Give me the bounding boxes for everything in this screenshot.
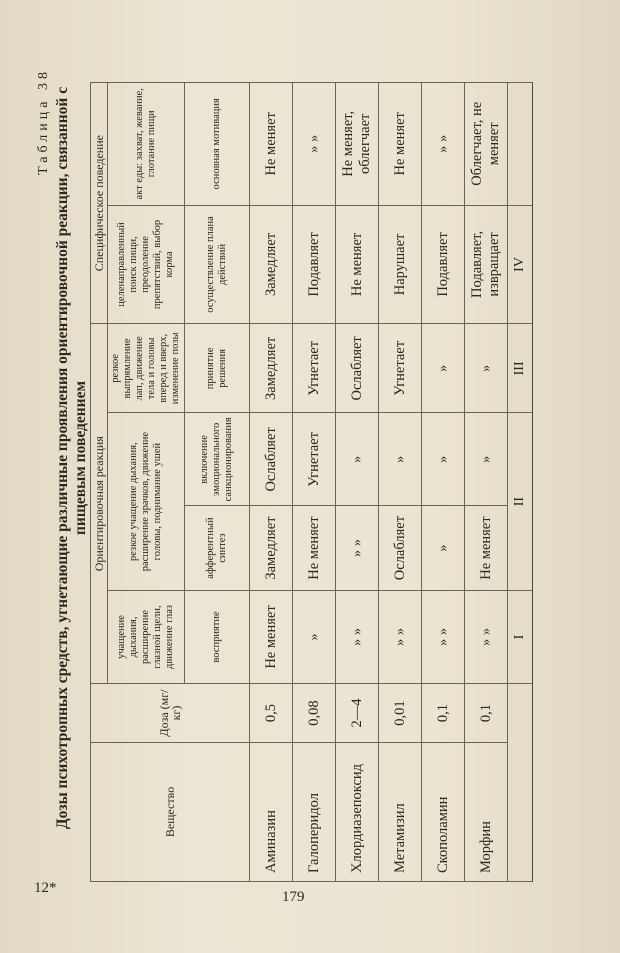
effect-cell: » » [336,506,379,590]
effect-cell: » » [422,590,465,683]
effect-cell: » [293,590,336,683]
stage-number: III [508,324,533,413]
table-row [293,83,336,882]
header-o1: учащение дыхания, расширение глазной щели, движение глаз [108,590,185,683]
effect-cell: Не меняет [293,506,336,590]
effect-cell: » » [422,83,465,206]
stage-blank [508,684,533,882]
table-title: Дозы психотропных средств, угнетающие различные проявления ориентировочной реакции, связанной с пищевым поведением [54,86,89,830]
table-row [422,83,465,882]
header-row-1 [91,83,108,882]
header-emotional-sanction: включение эмоционального санкционирования [185,413,250,506]
effect-cell: Не меняет [250,83,293,206]
effect-cell: Ослабляет [379,506,422,590]
effect-cell: » » [293,83,336,206]
effect-cell: » » [379,590,422,683]
dose-cell: 0,01 [379,684,422,743]
effect-cell: » [422,413,465,506]
effect-cell: » [379,413,422,506]
effect-cell: Угнетает [293,324,336,413]
effect-cell: » [465,413,508,506]
table-row [250,83,293,882]
header-perception: восприятие [185,590,250,683]
substance-cell: Морфин [465,742,508,881]
header-s1: целенаправленный поиск пищи, преодоление препятствий, выбор корма [108,205,185,324]
effect-cell: Замедляет [250,324,293,413]
stage-number: I [508,590,533,683]
page-number: 179 [282,889,305,905]
effect-cell: » [422,324,465,413]
data-table [90,82,533,882]
effect-cell: Не меняет [336,205,379,324]
effect-cell: » » [336,590,379,683]
effect-cell: Ослабляет [336,324,379,413]
dose-cell: 0,1 [422,684,465,743]
header-dose: Доза (мг/кг) [91,684,250,743]
table-row [379,83,422,882]
signature-mark: 12* [34,880,57,896]
table-row [465,83,508,882]
header-o3: резкое выпрямление лап, движение тела и головы вперед и вверх, изменение позы [108,324,185,413]
stage-number: II [508,413,533,590]
header-main-motivation: основная мотивация [185,83,250,206]
effect-cell: Подавляет [422,205,465,324]
effect-cell: Подавляет [293,205,336,324]
header-o2: резкое учащение дыхания, расширение зрачков, движение головы, поднимание ушей [108,413,185,590]
header-afferent-synthesis: афферентный синтез [185,506,250,590]
effect-cell: Не меняет [465,506,508,590]
rotated-table-sheet [30,38,590,918]
effect-cell: Угнетает [293,413,336,506]
effect-cell: Не меняет [379,83,422,206]
effect-cell: Не меняет, облегчает [336,83,379,206]
header-plan-execution: осуществление плана действий [185,205,250,324]
dose-cell: 0,08 [293,684,336,743]
header-decision: принятие решения [185,324,250,413]
header-orientation-reaction: Ориентировочная реакция [91,324,108,684]
effect-cell: Нарушает [379,205,422,324]
effect-cell: » [422,506,465,590]
effect-cell: Угнетает [379,324,422,413]
effect-cell: » [336,413,379,506]
effect-cell: Не меняет [250,590,293,683]
header-specific-behavior: Специфическое поведение [91,83,108,324]
substance-cell: Аминазин [250,742,293,881]
effect-cell: Облегчает, не меняет [465,83,508,206]
effect-cell: » » [465,590,508,683]
dose-cell: 0,1 [465,684,508,743]
header-substance: Вещество [91,742,250,881]
substance-cell: Скополамин [422,742,465,881]
effect-cell: Ослабляет [250,413,293,506]
substance-cell: Метамизил [379,742,422,881]
dose-cell: 0,5 [250,684,293,743]
table-label: Таблица 38 [36,68,51,175]
effect-cell: Замедляет [250,205,293,324]
substance-cell: Хлордиазепоксид [336,742,379,881]
stage-row [508,83,533,882]
dose-cell: 2—4 [336,684,379,743]
stage-blank [508,83,533,206]
effect-cell: Подавляет, извращает [465,205,508,324]
stage-number: IV [508,205,533,324]
title-block [36,68,90,848]
effect-cell: Замедляет [250,506,293,590]
table-row [336,83,379,882]
substance-cell: Галоперидол [293,742,336,881]
header-s2: акт еды: захват, жевание, глотание пищи [108,83,185,206]
effect-cell: » [465,324,508,413]
